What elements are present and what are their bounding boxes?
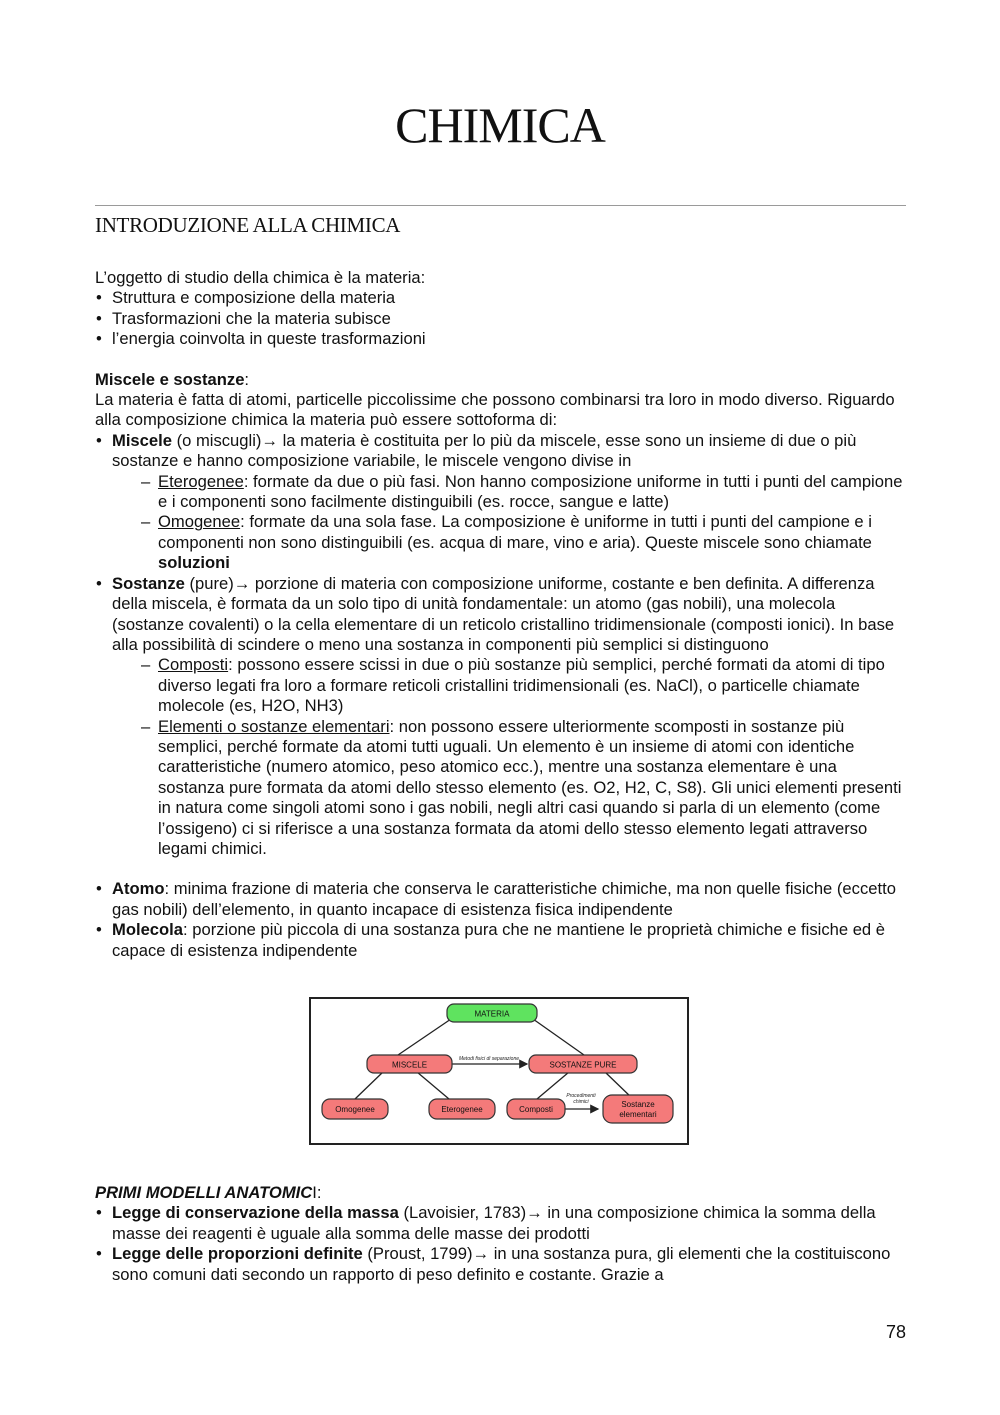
list-item-molecola	[95, 920, 907, 961]
node-sostanze-pure-label: SOSTANZE PURE	[549, 1060, 617, 1070]
node-omogenee-label: Omogenee	[335, 1105, 375, 1114]
node-miscele-label: MISCELE	[391, 1060, 428, 1070]
desc-miscele: (o miscugli)→ la materia è costituita per lo più da miscele, esse sono un insieme di due o più sostanze e hanno composizione variabile, le miscele vengono divise in	[112, 430, 857, 471]
intro-item: • Struttura e composizione della materia	[95, 288, 907, 308]
sostanze-sublist	[141, 655, 907, 859]
desc-proust: (Proust, 1799)→ in una sostanza pura, gli elementi che la costituiscono sono comuni dati secondo un rapporto di peso definito e costante. Grazie a	[112, 1244, 891, 1284]
spacer	[95, 1145, 907, 1183]
modelli-heading-tail: I:	[312, 1183, 322, 1202]
node-materia-label: MATERIA	[474, 1009, 510, 1019]
modelli-heading-bold: PRIMI MODELLI ANATOMIC	[95, 1183, 313, 1202]
mid-label: Metodi fisici di separazione	[458, 1056, 520, 1062]
term-eterogenee: Eterogenee	[158, 471, 244, 491]
intro-item: • Trasformazioni che la materia subisce	[95, 309, 907, 329]
desc-composti: : possono essere scissi in due o più sostanze più semplici, perché formati da atomi di tipo diverso legati fra loro a formare reticoli cristallini tridimensionali (es. NaCl), o particelle chiamate molecole (es, H2O, NH3)	[158, 655, 885, 716]
chem-label-line1: Procedimenti	[566, 1093, 596, 1099]
diagram-svg	[311, 999, 687, 1143]
edge-left-leaf2	[417, 1072, 449, 1099]
spacer	[95, 859, 907, 879]
intro-item: • l’energia coinvolta in queste trasformazioni	[95, 329, 907, 349]
term-elementi: Elementi o sostanze elementari	[158, 716, 390, 736]
miscele-heading	[95, 370, 907, 390]
miscele-text: La materia è fatta di atomi, particelle piccolissime che possono combinarsi tra loro in modo diverso. Riguardo alla composizione chimica la materia può essere sottoforma di:	[95, 390, 895, 430]
edge-left-leaf1	[355, 1072, 383, 1099]
document-body	[95, 268, 907, 1285]
desc-omogenee: : formate da una sola fase. La composizione è uniforme in tutti i punti del campione e i componenti non sono distinguibili (es. acqua di mare, vino e aria). Queste miscele sono chiamate	[158, 512, 872, 552]
page-number: 78	[885, 1322, 906, 1342]
intro-list	[95, 288, 907, 349]
term-soluzioni: soluzioni	[158, 553, 230, 573]
term-omogenee: Omogenee	[158, 512, 241, 532]
edge-root-right	[533, 1019, 584, 1055]
sublist-item-omogenee	[141, 512, 907, 573]
page-title: CHIMICA	[395, 97, 605, 153]
desc-elementi: : non possono essere ulteriormente scomposti in sostanze più semplici, perché formate da atomi tutti uguali. Un elemento è un insieme di atomi con identiche caratteristiche (numero atomico, peso atomico ecc.), mentre una sostanza elementare è una sostanza pure formata da atomi dello stesso elemento (es. O2, H2, C, S8). Gli unici elementi presenti in natura come singoli atomi sono i gas nobili, negli altri casi quando si parla di un elemento (come l’ossigeno) ci si riferisce a una sostanza formata da atomi dello stesso elemento legati attraverso legami chimici.	[158, 716, 902, 858]
sublist-item-elementi	[141, 717, 907, 860]
node-eterogenee-label: Eterogenee	[441, 1105, 483, 1114]
definizioni-list	[95, 879, 907, 961]
miscele-heading-bold: Miscele e sostanze	[95, 369, 245, 389]
term-atomo: Atomo	[112, 879, 165, 899]
list-item-atomo	[95, 879, 907, 920]
desc-molecola: : porzione più piccola di una sostanza pura che ne mantiene le proprietà chimiche e fisiche ed è capace di esistenza indipendente	[112, 920, 885, 960]
sublist-item-eterogenee	[141, 472, 907, 513]
list-item-miscele	[95, 431, 907, 574]
term-proust: Legge delle proporzioni definite	[112, 1244, 363, 1264]
sublist-item-composti	[141, 655, 907, 716]
spacer	[95, 350, 907, 370]
desc-atomo: : minima frazione di materia che conserva le caratteristiche chimiche, ma non quelle fisiche (eccetto gas nobili) dell’elemento, in quanto incapace di esistenza fisica indipendente	[112, 879, 896, 919]
list-item-lavoisier	[95, 1203, 907, 1244]
edge-root-left	[398, 1019, 451, 1055]
desc-lavoisier: (Lavoisier, 1783)→ in una composizione chimica la somma della masse dei reagenti è uguale alla somma delle masse dei prodotti	[112, 1203, 876, 1243]
edge-right-leaf3	[537, 1072, 569, 1099]
materia-diagram	[309, 997, 689, 1145]
modelli-list	[95, 1203, 907, 1285]
desc-sostanze: (pure)→ porzione di materia con composizione uniforme, costante e ben definita. A differenza della miscela, è formata da un solo tipo di unità fondamentale: un atomo (gas nobili), una molecola (sostanze covalenti) o la cella elementare di un reticolo cristallino tridimensionale (composti ionici). In base alla possibilità di scindere o meno una sostanza in componenti più semplici si distinguono	[112, 573, 895, 654]
desc-eterogenee: : formate da due o più fasi. Non hanno composizione uniforme in tutti i punti del campione e i componenti sono facilmente distinguibili (es. rocce, sangue e latte)	[158, 471, 903, 512]
term-miscele: Miscele	[112, 430, 172, 450]
node-composti-label: Composti	[519, 1105, 553, 1114]
modelli-heading	[95, 1183, 907, 1203]
list-item-proust	[95, 1244, 907, 1285]
materia-list	[95, 431, 907, 860]
list-item-sostanze	[95, 574, 907, 860]
intro-lead: L’oggetto di studio della chimica è la materia:	[95, 268, 426, 287]
miscele-heading-colon: :	[244, 369, 250, 389]
miscele-sublist	[141, 472, 907, 574]
term-lavoisier: Legge di conservazione della massa	[112, 1203, 399, 1223]
node-sostanze-elementari-line2: elementari	[619, 1110, 657, 1119]
title-divider	[95, 205, 906, 206]
term-sostanze: Sostanze	[112, 573, 185, 593]
node-sostanze-elementari-line1: Sostanze	[621, 1100, 655, 1109]
section-title: INTRODUZIONE ALLA CHIMICA	[95, 213, 401, 237]
chem-label-line2: chimici	[573, 1099, 589, 1105]
term-molecola: Molecola	[112, 920, 184, 940]
term-composti: Composti	[158, 655, 229, 675]
